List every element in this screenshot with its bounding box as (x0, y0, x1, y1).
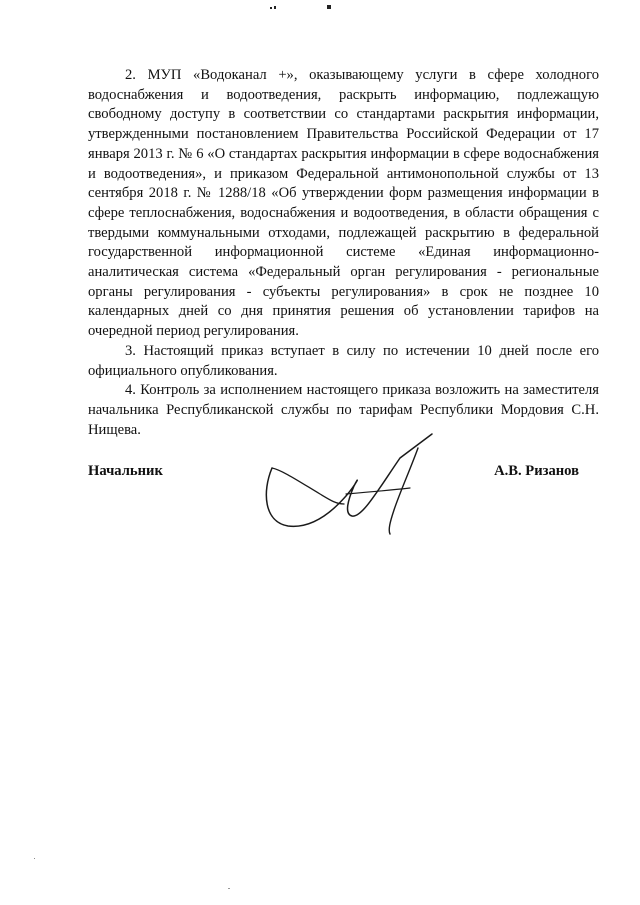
signatory-name: А.В. Ризанов (494, 463, 579, 479)
paragraph-3: 3. Настоящий приказ вступает в силу по истечении 10 дней после его официального опубликования. (88, 342, 599, 379)
signatory-title: Начальник (88, 463, 163, 479)
scan-speck (327, 5, 331, 9)
scan-speck (34, 858, 35, 859)
scan-speck (270, 7, 272, 9)
paragraph-2: 2. МУП «Водоканал +», оказывающему услуги в сфере холодного водоснабжения и водоотведения, раскрыть информацию, подлежащую свободному доступу в соответствии со стандартами раскрытия информации, утвержденными постановлением Правительства Российской Федерации от 17 января 2013 г. № 6 «О стандартах раскрытия информации в сфере водоснабжения и водоотведения», и приказом Федеральной антимонопольной службы от 13 сентября 2018 г. № 1288/18 «Об утверждении форм размещения информации в сфере теплоснабжения, водоснабжения и водоотведения, в области обращения с твердыми коммунальными отходами, подлежащей раскрытию в федеральной государственной информационной системе «Единая информационно-аналитическая система «Федеральный орган регулирования - региональные органы регулирования - субъекты регулирования» в срок не позднее 10 календарных дней со дня принятия решения об установлении тарифов на очередной период регулирования. (88, 67, 599, 340)
document-body (88, 66, 599, 440)
scan-speck (274, 6, 276, 9)
scan-speck (228, 888, 230, 889)
paragraph-4: 4. Контроль за исполнением настоящего приказа возложить на заместителя начальника Республиканской службы по тарифам Республики Мордовия С.Н. Нищева. (88, 382, 599, 438)
handwritten-signature (260, 430, 440, 540)
